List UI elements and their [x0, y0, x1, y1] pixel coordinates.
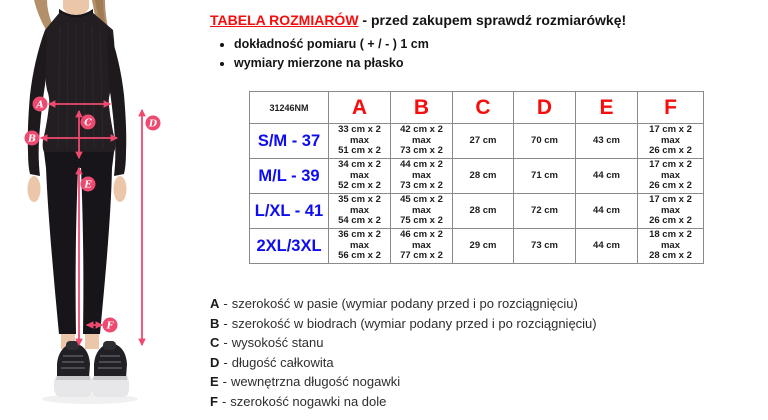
measurement-cell: 27 cm — [453, 124, 514, 159]
legend-text: szerokość w pasie (wymiar podany przed i po rozciągnięciu) — [231, 296, 578, 311]
legend-letter: A — [210, 296, 220, 311]
measurement-cell: 44 cm — [576, 159, 638, 194]
size-label: L/XL - 41 — [250, 194, 329, 229]
model-figure-illustration — [0, 0, 210, 415]
column-header-f: F — [638, 92, 704, 124]
legend-separator: - — [221, 393, 227, 409]
size-label: 2XL/3XL — [250, 229, 329, 264]
measurement-cell: 45 cm x 2 max 75 cm x 2 — [391, 194, 453, 229]
model-ankle-right — [85, 334, 99, 349]
page-title — [210, 12, 760, 28]
measurement-cell: 35 cm x 2 max 54 cm x 2 — [329, 194, 391, 229]
measurement-cell: 34 cm x 2 max 52 cm x 2 — [329, 159, 391, 194]
measurement-cell: 44 cm x 2 max 73 cm x 2 — [391, 159, 453, 194]
legend-letter: E — [210, 374, 219, 389]
legend-separator: - — [223, 296, 228, 311]
legend-text: szerokość w biodrach (wymiar podany przed i po rozciągnięciu) — [231, 315, 597, 331]
size-label: M/L - 39 — [250, 159, 329, 194]
model-hand-right — [114, 176, 127, 202]
model-hand-left — [28, 176, 41, 202]
legend-separator: - — [222, 374, 228, 389]
measurement-cell: 17 cm x 2 max 26 cm x 2 — [638, 194, 704, 229]
note-item: • wymiary mierzone na płasko — [234, 54, 760, 73]
legend-text: wysokość stanu — [231, 335, 324, 350]
legend-text: szerokość nogawki na dole — [230, 393, 387, 409]
legend-block — [210, 294, 750, 411]
size-table-head — [250, 92, 704, 124]
legend-item-a — [210, 294, 750, 314]
measurement-cell: 44 cm — [576, 194, 638, 229]
measurement-cell: 73 cm — [514, 229, 576, 264]
measure-letter-a: A — [36, 99, 44, 111]
measurement-cell: 72 cm — [514, 194, 576, 229]
measurement-cell: 29 cm — [453, 229, 514, 264]
legend-letter: F — [210, 393, 218, 409]
measurement-cell: 46 cm x 2 max 77 cm x 2 — [391, 229, 453, 264]
column-header-e: E — [576, 92, 638, 124]
measurement-cell: 42 cm x 2 max 73 cm x 2 — [391, 124, 453, 159]
column-header-d: D — [514, 92, 576, 124]
page-title-suffix: - przed zakupem sprawdź rozmiarówkę! — [358, 12, 627, 28]
legend-text: długość całkowita — [231, 354, 334, 370]
header-block — [210, 12, 760, 73]
legend-letter: D — [210, 354, 220, 370]
measurement-cell: 18 cm x 2 max 28 cm x 2 — [638, 229, 704, 264]
notes-list — [234, 35, 760, 73]
measurement-cell: 28 cm — [453, 159, 514, 194]
legend-separator: - — [223, 335, 228, 350]
measurement-cell: 43 cm — [576, 124, 638, 159]
measure-letter-d: D — [148, 118, 158, 130]
measure-letter-c: C — [84, 117, 92, 129]
measurement-cell: 33 cm x 2 max 51 cm x 2 — [329, 124, 391, 159]
measure-letter-e: E — [84, 179, 92, 191]
measurement-cell: 70 cm — [514, 124, 576, 159]
legend-letter: B — [210, 315, 220, 331]
size-label: S/M - 37 — [250, 124, 329, 159]
measurement-cell: 36 cm x 2 max 56 cm x 2 — [329, 229, 391, 264]
measurement-cell: 17 cm x 2 max 26 cm x 2 — [638, 159, 704, 194]
note-item: • dokładność pomiaru ( + / - ) 1 cm — [234, 35, 760, 54]
table-row — [250, 194, 704, 229]
column-header-b: B — [391, 92, 453, 124]
legend-letter: C — [210, 335, 220, 350]
legend-separator: - — [223, 315, 228, 331]
measurement-cell: 71 cm — [514, 159, 576, 194]
size-table — [249, 91, 704, 264]
legend-item-b — [210, 314, 750, 334]
table-row — [250, 159, 704, 194]
measure-letter-b: B — [27, 133, 37, 145]
column-header-c: C — [453, 92, 514, 124]
page-title-main: TABELA ROZMIARÓW — [210, 12, 359, 28]
product-code: 31246NM — [250, 92, 329, 124]
table-row — [250, 229, 704, 264]
measurement-cell: 44 cm — [576, 229, 638, 264]
legend-separator: - — [223, 354, 228, 370]
legend-item-e — [210, 372, 750, 392]
measure-letter-f: F — [106, 320, 114, 332]
model-photo — [0, 0, 210, 415]
legend-item-f — [210, 392, 750, 412]
size-table-body — [250, 124, 704, 264]
measurement-cell: 17 cm x 2 max 26 cm x 2 — [638, 124, 704, 159]
measurement-cell: 28 cm — [453, 194, 514, 229]
table-row — [250, 124, 704, 159]
legend-item-c — [210, 333, 750, 353]
legend-item-d — [210, 353, 750, 373]
column-header-a: A — [329, 92, 391, 124]
legend-text: wewnętrzna długość nogawki — [231, 374, 401, 389]
